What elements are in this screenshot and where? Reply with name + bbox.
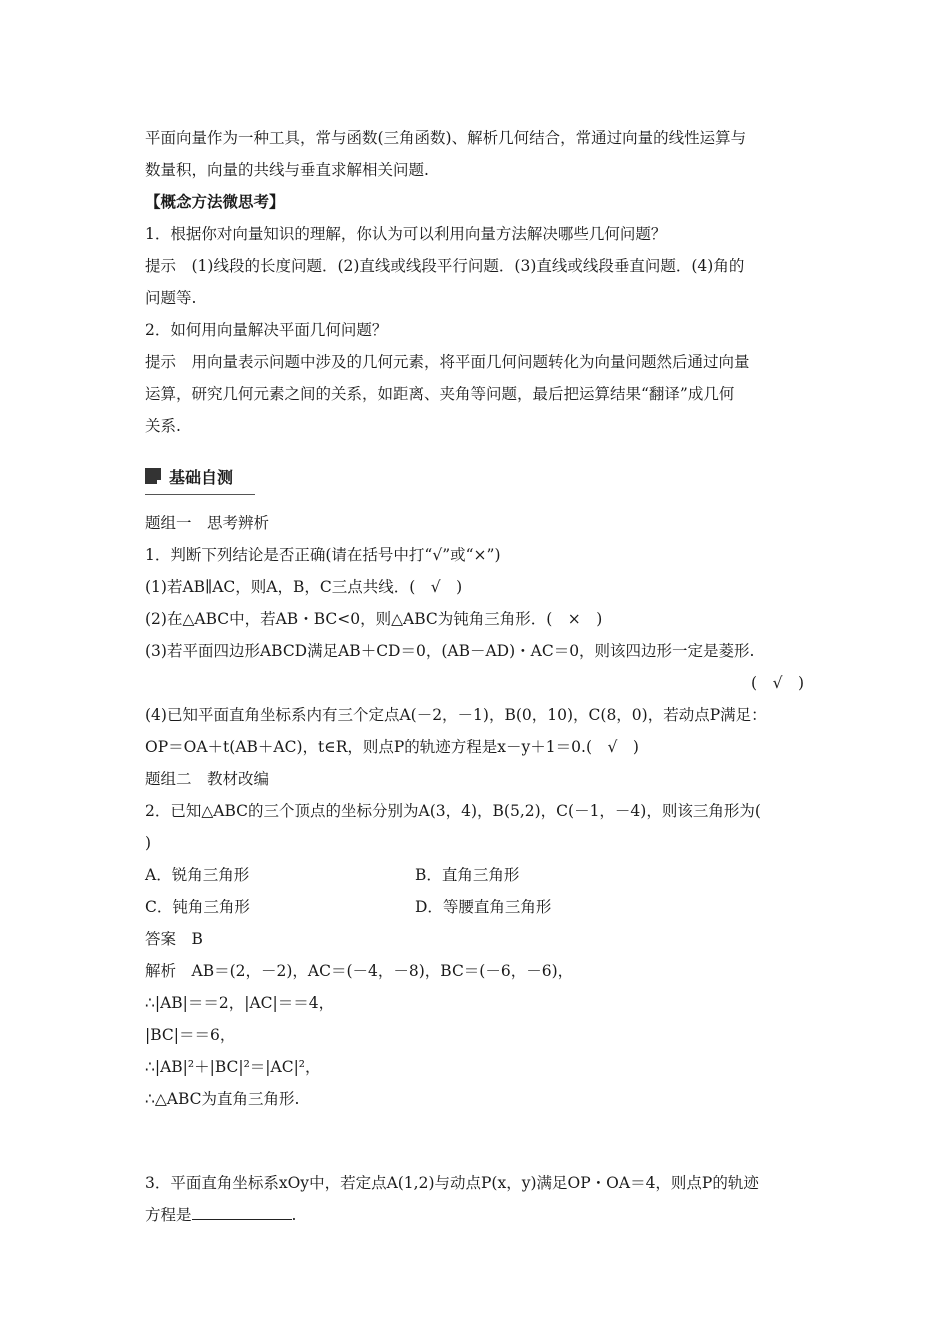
solution-line-5: ∴△ABC为直角三角形. [145, 1090, 300, 1108]
concept-question-1: 1．根据你对向量知识的理解，你认为可以利用向量方法解决哪些几何问题？ [145, 225, 667, 243]
document-page [145, 122, 810, 1231]
solution-line-2: ∴|AB|＝＝2，|AC|＝＝4， [145, 994, 335, 1012]
answer-line: 答案 B [145, 930, 203, 948]
concept-heading: 【概念方法微思考】 [145, 192, 285, 211]
option-c: C．钝角三角形 [145, 898, 250, 916]
options-row-2 [145, 891, 810, 923]
statement-4-line-2: OP＝OA＋t(AB＋AC)，t∈R，则点P的轨迹方程是x－y＋1＝0.( √ ) [145, 738, 639, 756]
solution-line-1: 解析 AB＝(2，－2)，AC＝(－4，－8)，BC＝(－6，－6)， [145, 962, 574, 980]
section-title: 基础自测 [169, 467, 234, 487]
question-2-line-2: ) [145, 834, 152, 852]
question-3-line-2 [145, 1199, 810, 1231]
statement-3: (3)若平面四边形ABCD满足AB＋CD＝0，(AB－AD)・AC＝0，则该四边形一定是菱形. [145, 642, 755, 660]
question-3-prefix: 方程是 [145, 1206, 192, 1224]
question-3-end: . [291, 1206, 297, 1224]
statement-4-line-1: (4)已知平面直角坐标系内有三个定点A(－2，－1)，B(0，10)，C(8，0)，若动点P满足： [145, 706, 767, 724]
group-2-title: 题组二 教材改编 [145, 770, 270, 788]
concept-answer-1-line-2: 问题等. [145, 289, 197, 307]
concept-answer-2-line-1: 提示 用向量表示问题中涉及的几何元素，将平面几何问题转化为向量问题然后通过向量 [145, 353, 750, 371]
option-a: A．锐角三角形 [145, 866, 250, 884]
statement-2: (2)在△ABC中，若AB・BC<0，则△ABC为钝角三角形．( × ) [145, 610, 603, 628]
concept-answer-2-line-3: 关系. [145, 417, 181, 435]
concept-answer-1-line-1: 提示 (1)线段的长度问题．(2)直线或线段平行问题．(3)直线或线段垂直问题．(4)角的 [145, 257, 745, 275]
solution-line-4: ∴|AB|²＋|BC|²＝|AC|²， [145, 1058, 321, 1076]
statement-3-mark: ( √ ) [751, 674, 804, 692]
group-1-title: 题组一 思考辨析 [145, 514, 270, 532]
options-row-1 [145, 859, 810, 891]
intro-line-2: 数量积，向量的共线与垂直求解相关问题. [145, 161, 429, 179]
option-b: B．直角三角形 [415, 866, 520, 884]
section-square-icon [145, 468, 161, 484]
answer-blank [192, 1201, 292, 1220]
section-header [145, 460, 255, 495]
intro-line-1: 平面向量作为一种工具，常与函数(三角函数)、解析几何结合，常通过向量的线性运算与 [145, 129, 747, 147]
statement-1: (1)若AB∥AC，则A，B，C三点共线．( √ ) [145, 578, 463, 596]
solution-line-3: |BC|＝＝6， [145, 1026, 236, 1044]
question-1: 1．判断下列结论是否正确(请在括号中打“√”或“×”) [145, 546, 501, 564]
option-d: D．等腰直角三角形 [415, 898, 552, 916]
question-2-line-1: 2．已知△ABC的三个顶点的坐标分别为A(3，4)，B(5,2)，C(－1，－4)，则该三角形为( [145, 802, 761, 820]
concept-answer-2-line-2: 运算，研究几何元素之间的关系，如距离、夹角等问题，最后把运算结果“翻译”成几何 [145, 385, 735, 403]
concept-question-2: 2．如何用向量解决平面几何问题？ [145, 321, 388, 339]
question-3-line-1: 3．平面直角坐标系xOy中，若定点A(1,2)与动点P(x，y)满足OP・OA＝4，则点P的轨迹 [145, 1174, 759, 1192]
